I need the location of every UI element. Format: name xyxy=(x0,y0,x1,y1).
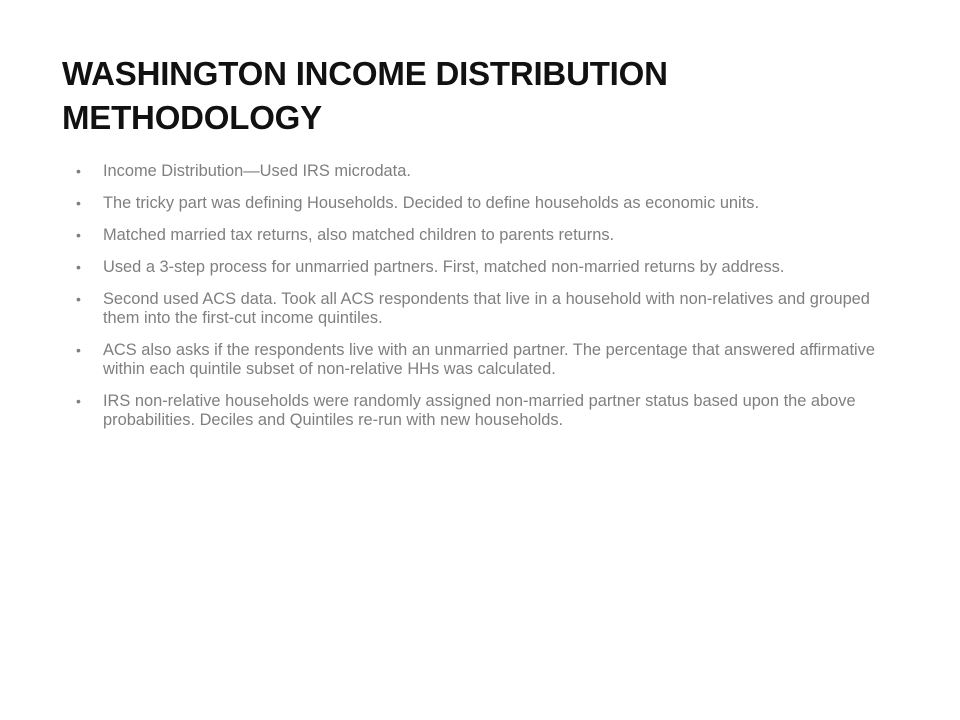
bullet-dot-icon: • xyxy=(76,195,81,211)
bullet-dot-icon: • xyxy=(76,259,81,275)
list-item xyxy=(76,341,876,379)
list-item xyxy=(76,290,876,328)
slide-title: WASHINGTON INCOME DISTRIBUTION METHODOLOGY xyxy=(62,55,668,136)
bullet-text: Second used ACS data. Took all ACS respondents that live in a household with non-relatives and grouped them into the first-cut income quintiles. xyxy=(103,290,870,327)
bullet-text: Income Distribution—Used IRS microdata. xyxy=(103,162,411,180)
list-item xyxy=(76,392,876,430)
list-item xyxy=(76,162,876,181)
bullet-dot-icon: • xyxy=(76,163,81,179)
bullet-list xyxy=(76,162,876,443)
bullet-text: Matched married tax returns, also matched children to parents returns. xyxy=(103,226,615,244)
list-item xyxy=(76,258,876,277)
bullet-text: IRS non-relative households were randomly assigned non-married partner status based upon the above probabilities. Deciles and Quintiles re-run with new households. xyxy=(103,392,856,429)
bullet-text: Used a 3-step process for unmarried partners. First, matched non-married returns by address. xyxy=(103,258,785,276)
bullet-dot-icon: • xyxy=(76,342,81,358)
bullet-dot-icon: • xyxy=(76,227,81,243)
bullet-dot-icon: • xyxy=(76,291,81,307)
bullet-dot-icon: • xyxy=(76,393,81,409)
list-item xyxy=(76,226,876,245)
bullet-text: The tricky part was defining Households. Decided to define households as economic units. xyxy=(103,194,759,212)
list-item xyxy=(76,194,876,213)
bullet-text: ACS also asks if the respondents live with an unmarried partner. The percentage that answered affirmative within each quintile subset of non-relative HHs was calculated. xyxy=(103,341,875,378)
